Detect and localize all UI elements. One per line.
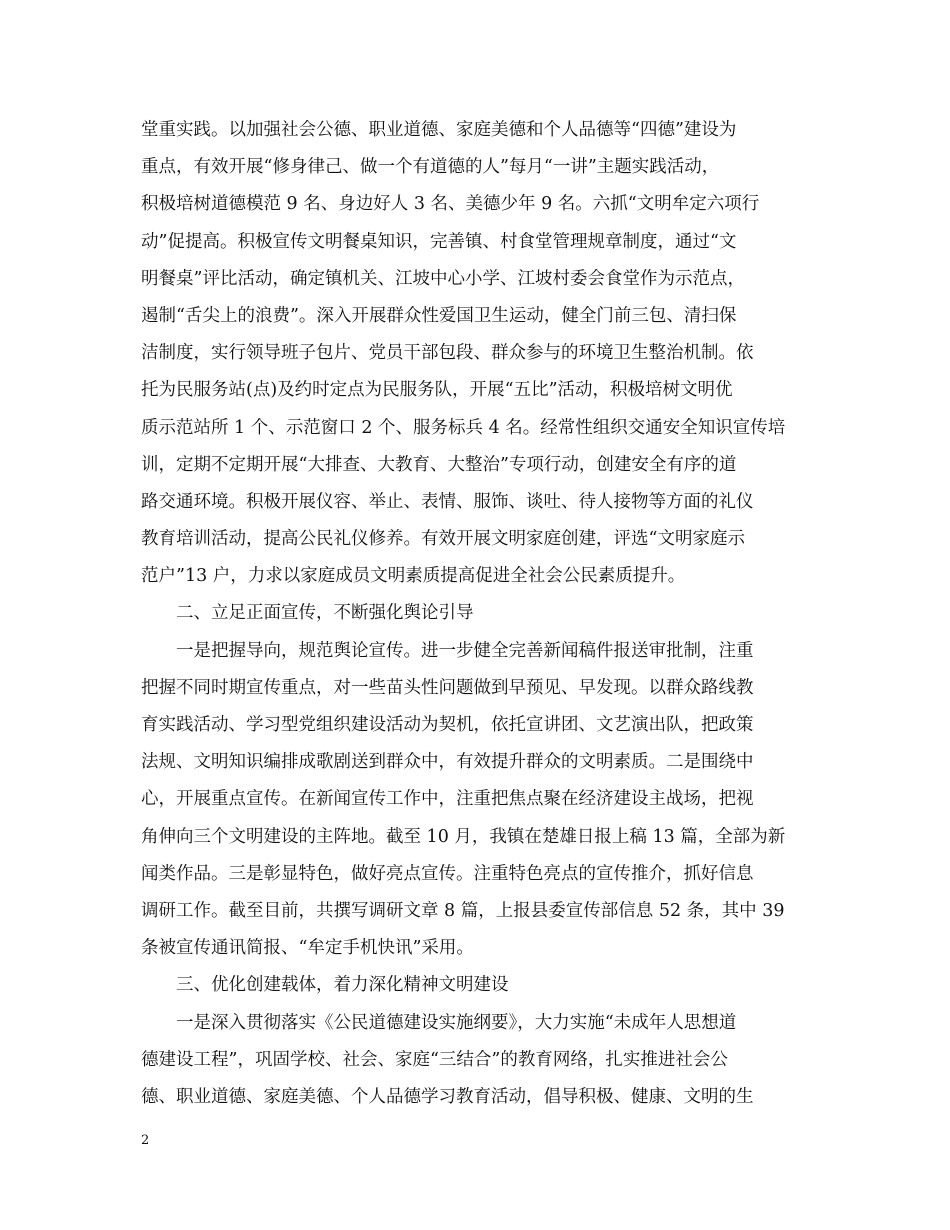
text-line: 条被宣传通讯简报、“牟定手机快讯”采用。 — [141, 938, 474, 959]
text-line: 德建设工程”，巩固学校、社会、家庭“三结合”的教育网络，扎实推进社会公 — [141, 1049, 728, 1070]
page-number: 2 — [141, 1133, 150, 1148]
paragraph-first-line: 一是把握导向，规范舆论宣传。进一步健全完善新闻稿件报送审批制，注重 — [176, 640, 754, 661]
document-body — [141, 112, 821, 1116]
text-line: 重点，有效开展“修身律己、做一个有道德的人”每月“一讲”主题实践活动， — [141, 157, 720, 178]
text-line: 明餐桌”评比活动，确定镇机关、江坡中心小学、江坡村委会食堂作为示范点， — [141, 268, 745, 289]
text-line: 闻类作品。三是彰显特色，做好亮点宣传。注重特色亮点的宣传推介，抓好信息 — [141, 863, 754, 884]
paragraph-first-line: 三、优化创建载体，着力深化精神文明建设 — [176, 975, 509, 996]
text-line: 路交通环境。积极开展仪容、举止、表情、服饰、谈吐、待人接物等方面的礼仪 — [141, 491, 754, 512]
text-line: 德、职业道德、家庭美德、个人品德学习教育活动，倡导积极、健康、文明的生 — [141, 1086, 754, 1107]
text-line: 心，开展重点宣传。在新闻宣传工作中，注重把焦点聚在经济建设主战场，把视 — [141, 789, 754, 810]
text-line: 调研工作。截至目前，共撰写调研文章 8 篇，上报县委宣传部信息 52 条，其中 39 — [141, 900, 785, 921]
text-line: 法规、文明知识编排成歌剧送到群众中，有效提升群众的文明素质。二是围绕中 — [141, 752, 754, 773]
text-line: 把握不同时期宣传重点，对一些苗头性问题做到早预见、早发现。以群众路线教 — [141, 677, 754, 698]
paragraph-first-line: 一是深入贯彻落实《公民道德建设实施纲要》，大力实施“未成年人思想道 — [176, 1012, 737, 1033]
text-line: 洁制度，实行领导班子包片、党员干部包段、群众参与的环境卫生整治机制。依 — [141, 343, 754, 364]
text-line: 托为民服务站(点)及约时定点为民服务队，开展“五比”活动，积极培树文明优 — [141, 380, 733, 401]
text-line: 训，定期不定期开展“大排查、大教育、大整治”专项行动，创建安全有序的道 — [141, 454, 737, 475]
text-line: 范户”13 户，力求以家庭成员文明素质提高促进全社会公民素质提升。 — [141, 566, 686, 587]
text-line: 堂重实践。以加强社会公德、职业道德、家庭美德和个人品德等“四德”建设为 — [141, 120, 737, 140]
text-line: 角伸向三个文明建设的主阵地。截至 10 月，我镇在楚雄日报上稿 13 篇，全部为新 — [141, 826, 786, 847]
text-line: 动”促提高。积极宣传文明餐桌知识，完善镇、村食堂管理规章制度，通过“文 — [141, 231, 737, 252]
paragraph-first-line: 二、立足正面宣传，不断强化舆论引导 — [176, 603, 474, 624]
text-line: 教育培训活动，提高公民礼仪修养。有效开展文明家庭创建，评选“文明家庭示 — [141, 529, 745, 550]
text-line: 遏制“舌尖上的浪费”。深入开展群众性爱国卫生运动，健全门前三包、清扫保 — [141, 305, 737, 326]
text-line: 育实践活动、学习型党组织建设活动为契机，依托宣讲团、文艺演出队，把政策 — [141, 715, 754, 735]
text-line: 积极培树道德模范 9 名、身边好人 3 名、美德少年 9 名。六抓“文明牟定六项行 — [141, 194, 760, 215]
text-line: 质示范站所 1 个、示范窗口 2 个、服务标兵 4 名。经常性组织交通安全知识宣传培 — [141, 417, 786, 438]
